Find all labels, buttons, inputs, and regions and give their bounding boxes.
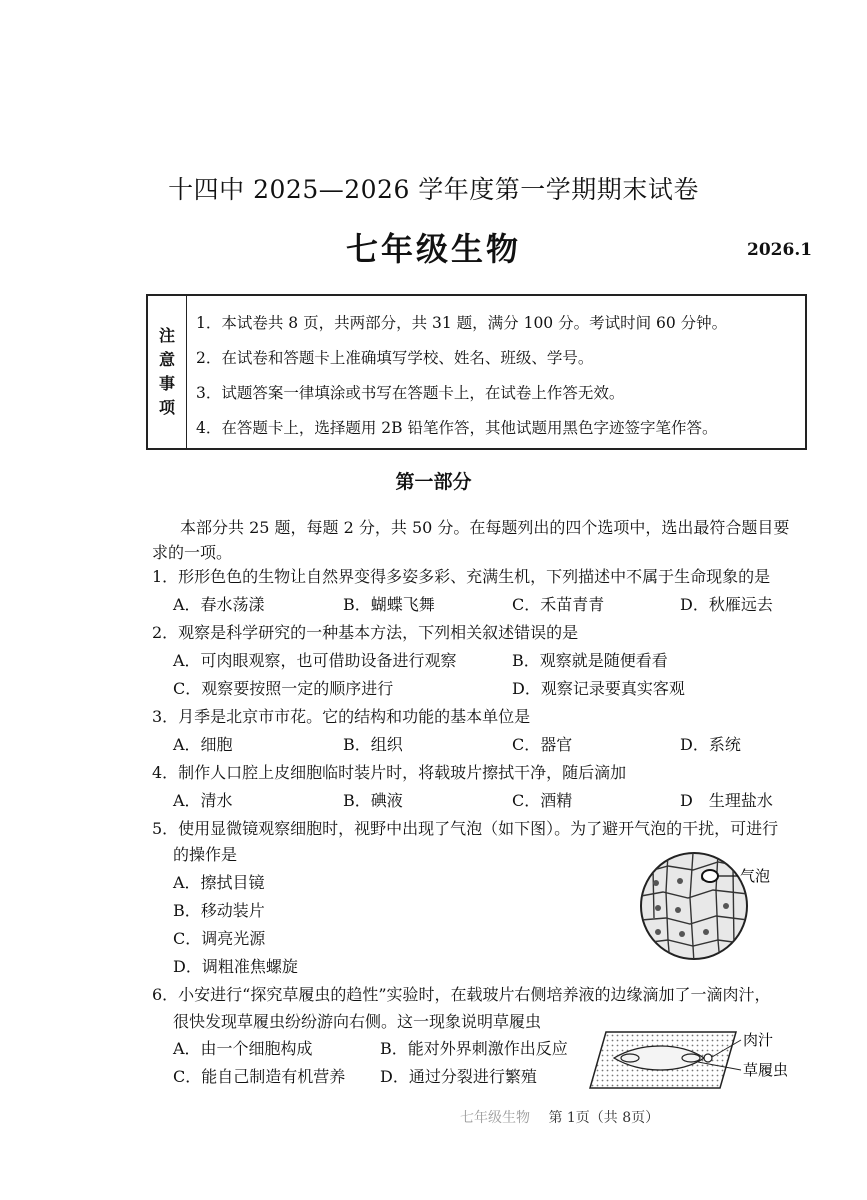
- exam-subject: 七年级生物: [345, 230, 521, 268]
- question-6-stem: 6．小安进行“探究草履虫的趋性”实验时，在载玻片右侧培养液的边缘滴加了一滴肉汁，: [152, 985, 771, 1004]
- slide-figure: [586, 1024, 796, 1098]
- question-1-option-a: A．春水荡漾: [173, 595, 265, 614]
- question-5-stem-cont: 的操作是: [173, 845, 238, 864]
- question-2-stem: 2．观察是科学研究的一种基本方法，下列相关叙述错误的是: [152, 623, 579, 642]
- question-1-stem: 1．形形色色的生物让自然界变得多姿多彩、充满生机，下列描述中不属于生命现象的是: [152, 567, 771, 586]
- notice-item: 2．在试卷和答题卡上准确填写学校、姓名、班级、学号。: [196, 349, 594, 367]
- question-3-stem: 3．月季是北京市市花。它的结构和功能的基本单位是: [152, 707, 531, 726]
- microscope-field-figure: [638, 848, 788, 968]
- notice-label-char: 意: [158, 350, 175, 369]
- question-4-option-c: C．酒精: [512, 791, 573, 810]
- notice-item: 3．试题答案一律填涂或书写在答题卡上，在试卷上作答无效。: [196, 384, 625, 402]
- question-6-option-b: B．能对外界刺激作出反应: [380, 1039, 568, 1058]
- footer-subject: 七年级生物: [460, 1110, 530, 1126]
- section-intro: 本部分共 25 题，每题 2 分，共 50 分。在每题列出的四个选项中，选出最符合题目要: [180, 518, 790, 537]
- question-4-option-d: D 生理盐水: [680, 791, 773, 810]
- question-1-option-c: C．禾苗青青: [512, 595, 605, 614]
- question-4-option-b: B．碘液: [343, 791, 403, 810]
- notice-items: [196, 306, 799, 446]
- bubble-label: 气泡: [740, 867, 771, 885]
- question-3-option-b: B．组织: [343, 735, 403, 754]
- notice-label-char: 注: [158, 326, 175, 345]
- notice-label: [148, 296, 187, 448]
- meat-juice-drop: [704, 1054, 712, 1062]
- question-5-option-c: C．调亮光源: [173, 929, 266, 948]
- question-3-option-c: C．器官: [512, 735, 573, 754]
- meat-juice-label: 肉汁: [743, 1031, 774, 1049]
- paramecium-label: 草履虫: [743, 1061, 789, 1079]
- question-2-option-a: A．可肉眼观察，也可借助设备进行观察: [173, 651, 457, 670]
- section-intro-cont: 求的一项。: [152, 543, 233, 562]
- notice-label-char: 项: [158, 398, 175, 417]
- question-3-option-a: A．细胞: [173, 735, 233, 754]
- question-6-stem-cont: 很快发现草履虫纷纷游向右侧。这一现象说明草履虫: [173, 1012, 542, 1031]
- question-5-option-a: A．擦拭目镜: [173, 873, 265, 892]
- question-2-option-c: C．观察要按照一定的顺序进行: [173, 679, 394, 698]
- question-6-option-a: A．由一个细胞构成: [173, 1039, 313, 1058]
- question-6-option-c: C．能自己制造有机营养: [173, 1067, 346, 1086]
- question-2-option-b: B．观察就是随便看看: [512, 651, 668, 670]
- section-title: 第一部分: [395, 471, 472, 493]
- page-footer: [460, 1107, 659, 1127]
- question-5-option-d: D．调粗准焦螺旋: [173, 957, 298, 976]
- notice-item: 4．在答题卡上，选择题用 2B 铅笔作答，其他试题用黑色字迹签字笔作答。: [196, 419, 718, 437]
- question-4-stem: 4．制作人口腔上皮细胞临时装片时，将载玻片擦拭干净，随后滴加: [152, 763, 627, 782]
- exam-date: 2026.1: [747, 240, 813, 260]
- notice-box: [146, 294, 807, 450]
- exam-title: 十四中 2025—2026 学年度第一学期期末试卷: [168, 175, 699, 204]
- notice-label-char: 事: [158, 374, 175, 393]
- question-4-option-a: A．清水: [173, 791, 233, 810]
- question-5-stem: 5．使用显微镜观察细胞时，视野中出现了气泡（如下图）。为了避开气泡的干扰，可进行: [152, 819, 779, 838]
- footer-page-number: 第 1页（共 8页）: [548, 1110, 660, 1126]
- question-2-option-d: D．观察记录要真实客观: [512, 679, 685, 698]
- question-1-option-b: B．蝴蝶飞舞: [343, 595, 435, 614]
- question-3-option-d: D．系统: [680, 735, 741, 754]
- air-bubble: [702, 870, 718, 882]
- question-6-option-d: D．通过分裂进行繁殖: [380, 1067, 537, 1086]
- question-5-option-b: B．移动装片: [173, 901, 265, 920]
- question-1-option-d: D．秋雁远去: [680, 595, 773, 614]
- notice-item: 1．本试卷共 8 页，共两部分，共 31 题，满分 100 分。考试时间 60 分钟。: [196, 314, 728, 332]
